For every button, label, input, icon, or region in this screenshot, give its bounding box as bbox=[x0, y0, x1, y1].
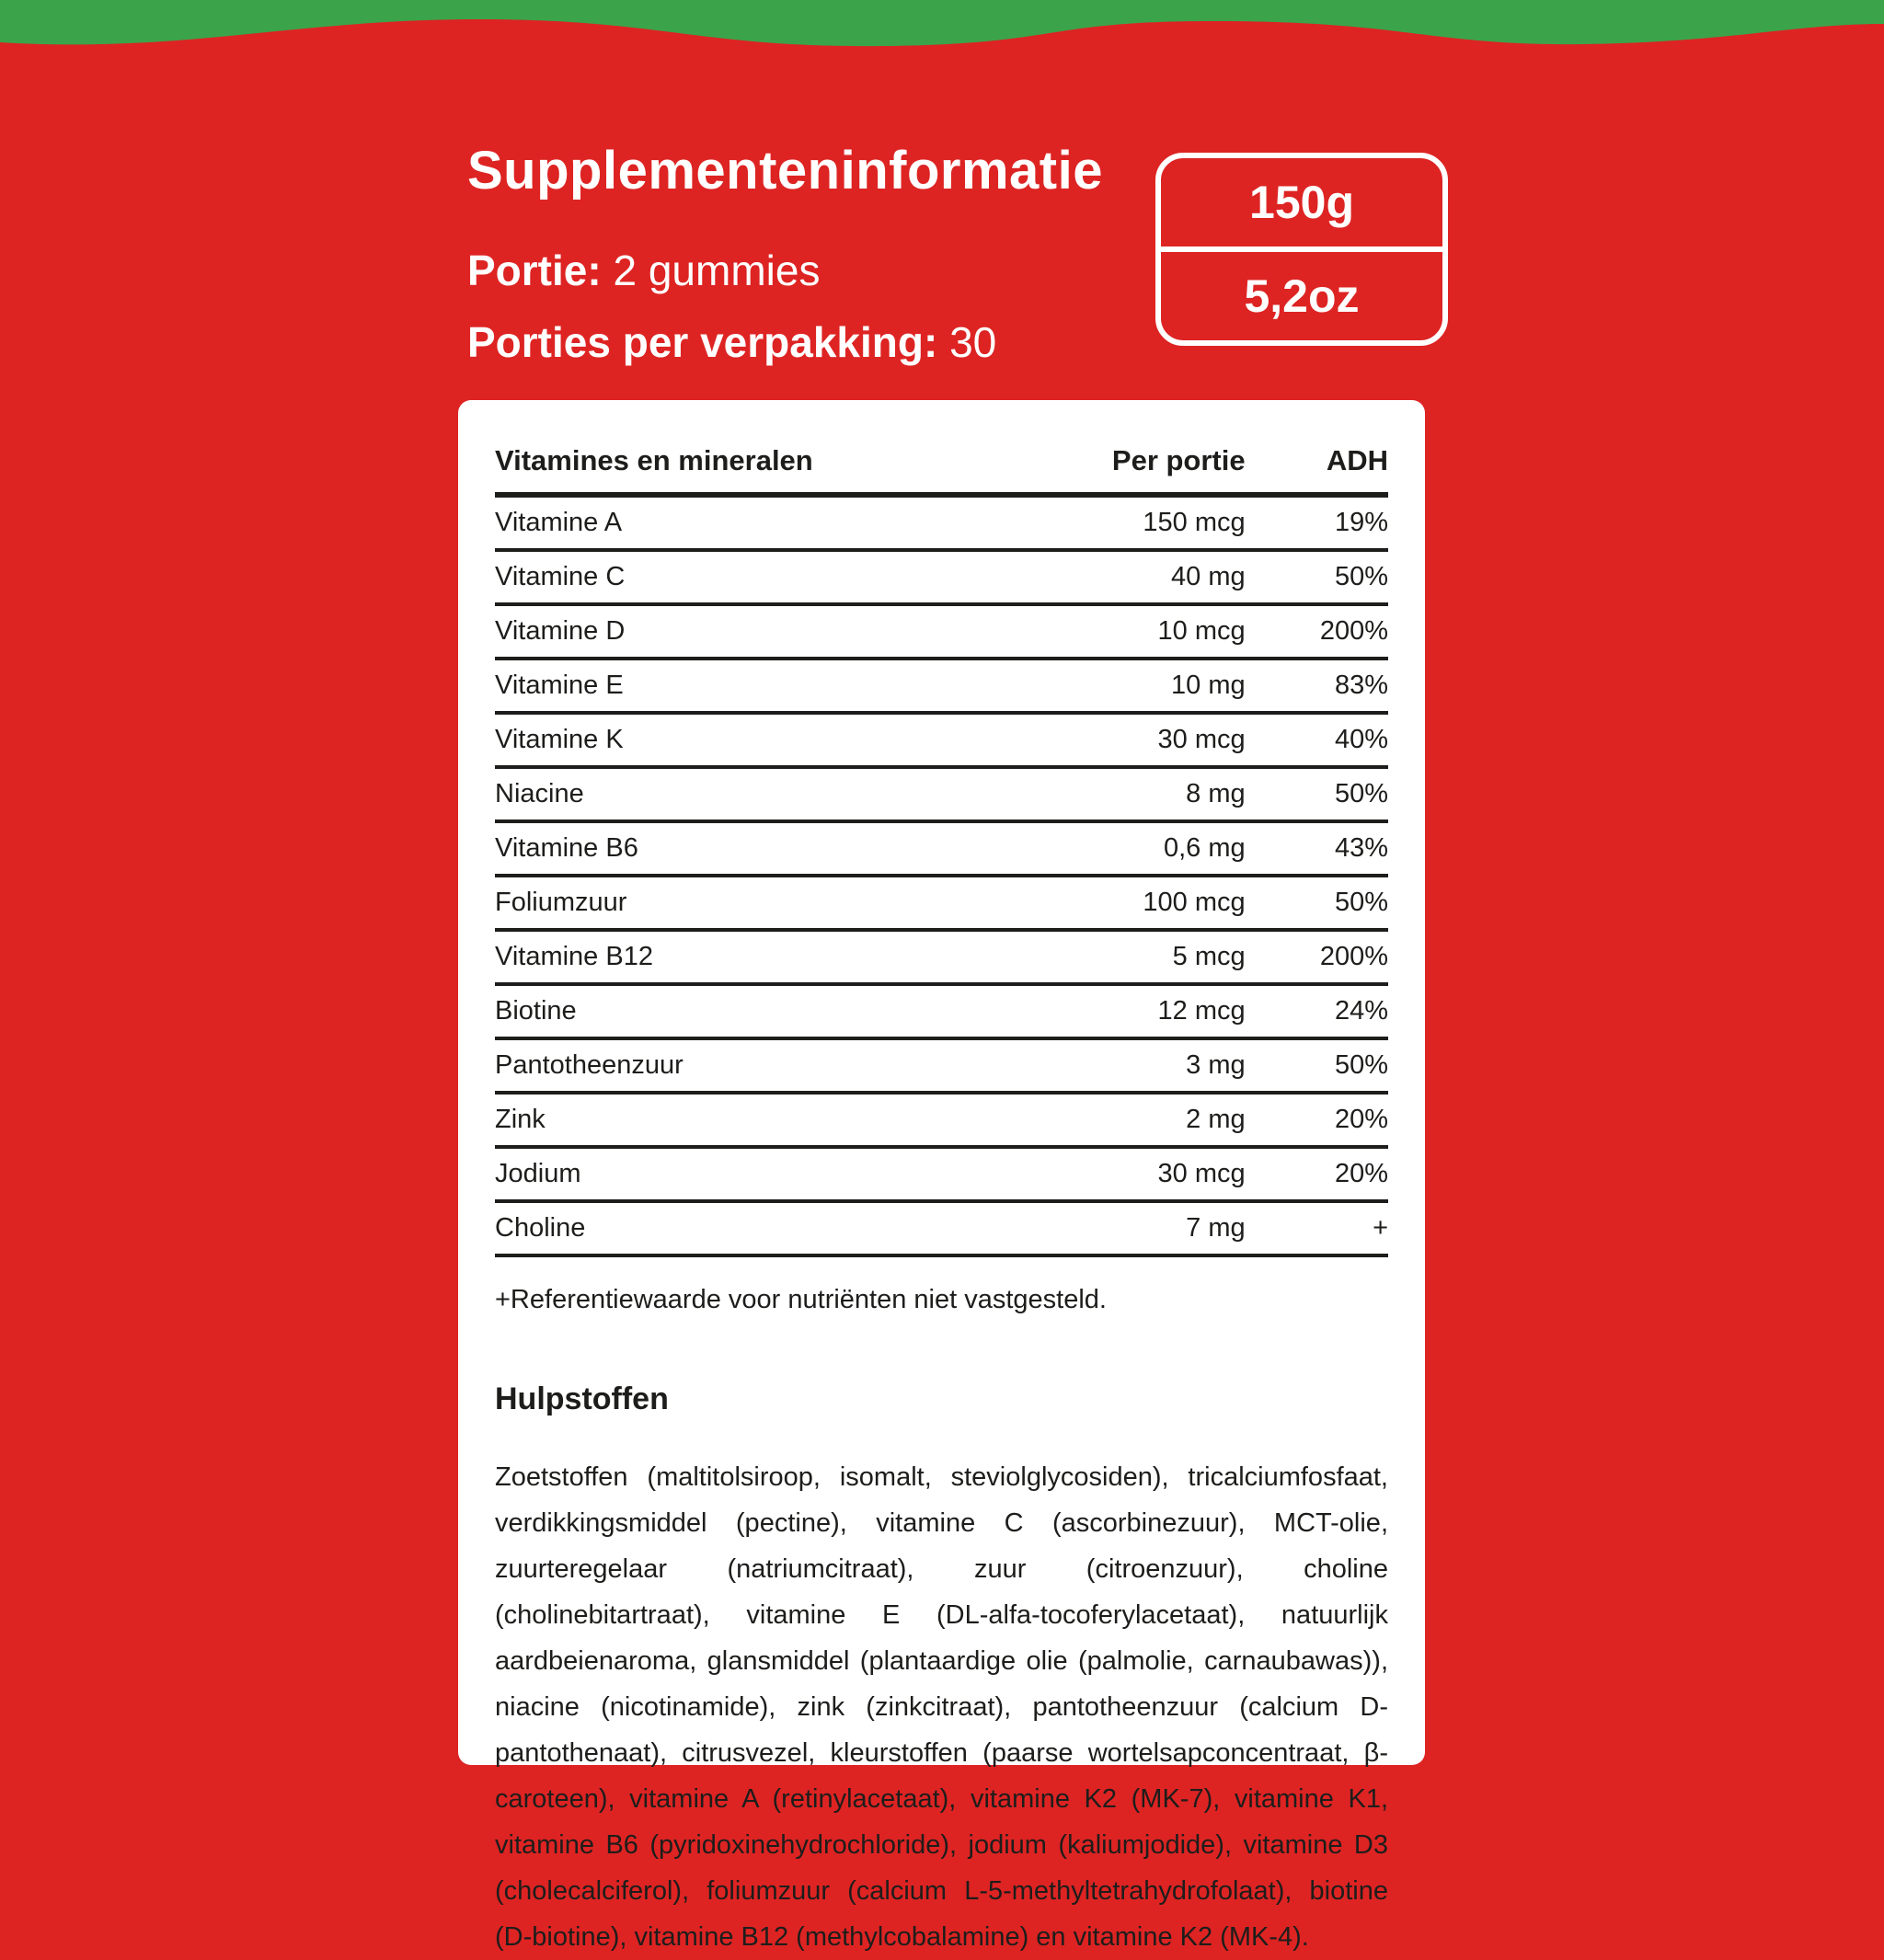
nutrient-amount: 8 mg bbox=[959, 767, 1246, 821]
table-row bbox=[495, 1201, 1388, 1255]
nutrient-adh: 19% bbox=[1246, 495, 1388, 550]
nutrient-name: Vitamine B6 bbox=[495, 821, 959, 876]
nutrient-name: Biotine bbox=[495, 984, 959, 1038]
nutrient-adh: 50% bbox=[1246, 876, 1388, 930]
nutrient-adh: 50% bbox=[1246, 550, 1388, 604]
nutrient-adh: + bbox=[1246, 1201, 1388, 1255]
nutrient-name: Vitamine B12 bbox=[495, 930, 959, 984]
nutrient-amount: 10 mcg bbox=[959, 604, 1246, 659]
column-header-adh: ADH bbox=[1246, 437, 1388, 495]
nutrient-name: Vitamine C bbox=[495, 550, 959, 604]
excipients-text: Zoetstoffen (maltitolsiroop, isomalt, steviolglycosiden), tricalciumfosfaat, verdikkingsmiddel (pectine), vitamine C (ascorbinezuur), MCT-olie, zuurteregelaar (natriumcitraat), zuur (citroenzuur), choline (cholinebitartraat), vitamine E (DL-alfa-tocoferylacetaat), natuurlijk aardbeienaroma, glansmiddel (plantaardige olie (palmolie, carnaubawas)), niacine (nicotinamide), zink (zinkcitraat), pantotheenzuur (calcium D-pantothenaat), citrusvezel, kleurstoffen (paarse wortelsapconcentraat, β-caroteen), vitamine A (retinylacetaat), vitamine K2 (MK-7), vitamine K1, vitamine B6 (pyridoxinehydrochloride), jodium (kaliumjodide), vitamine D3 (cholecalciferol), foliumzuur (calcium L-5-methyltetrahydrofolaat), biotine (D-biotine), vitamine B12 (methylcobalamine) en vitamine K2 (MK-4). bbox=[495, 1462, 1388, 1952]
nutrient-amount: 40 mg bbox=[959, 550, 1246, 604]
nutrient-adh: 200% bbox=[1246, 604, 1388, 659]
nutrient-name: Jodium bbox=[495, 1147, 959, 1201]
net-weight-imperial: 5,2oz bbox=[1244, 270, 1360, 322]
serving-size-value: 2 gummies bbox=[613, 246, 821, 294]
nutrient-amount: 3 mg bbox=[959, 1038, 1246, 1093]
nutrient-amount: 12 mcg bbox=[959, 984, 1246, 1038]
table-header-row bbox=[495, 437, 1388, 495]
nutrient-amount: 10 mg bbox=[959, 659, 1246, 713]
serving-size-line bbox=[467, 246, 1103, 295]
table-row bbox=[495, 1038, 1388, 1093]
nutrient-adh: 50% bbox=[1246, 1038, 1388, 1093]
vitamin-table-body bbox=[495, 495, 1388, 1255]
nutrient-adh: 40% bbox=[1246, 713, 1388, 767]
wave-shape bbox=[0, 0, 1884, 46]
nutrient-amount: 0,6 mg bbox=[959, 821, 1246, 876]
nutrient-adh: 200% bbox=[1246, 930, 1388, 984]
nutrient-adh: 83% bbox=[1246, 659, 1388, 713]
servings-per-pack-value: 30 bbox=[949, 318, 997, 366]
table-row bbox=[495, 930, 1388, 984]
nutrient-amount: 2 mg bbox=[959, 1093, 1246, 1147]
nutrient-name: Foliumzuur bbox=[495, 876, 959, 930]
top-wave-decoration bbox=[0, 0, 1884, 83]
serving-size-label: Portie: bbox=[467, 246, 602, 294]
servings-per-pack-line bbox=[467, 317, 1103, 367]
nutrient-amount: 7 mg bbox=[959, 1201, 1246, 1255]
vitamin-table bbox=[495, 437, 1388, 1257]
table-row bbox=[495, 876, 1388, 930]
table-row bbox=[495, 659, 1388, 713]
page-title: Supplementeninformatie bbox=[467, 141, 1103, 201]
nutrient-adh: 50% bbox=[1246, 767, 1388, 821]
table-row bbox=[495, 495, 1388, 550]
nutrient-name: Zink bbox=[495, 1093, 959, 1147]
nutrient-adh: 20% bbox=[1246, 1147, 1388, 1201]
nutrient-amount: 150 mcg bbox=[959, 495, 1246, 550]
nutrient-name: Niacine bbox=[495, 767, 959, 821]
nutrient-adh: 43% bbox=[1246, 821, 1388, 876]
table-row bbox=[495, 1147, 1388, 1201]
nutrient-amount: 30 mcg bbox=[959, 713, 1246, 767]
nutrient-adh: 24% bbox=[1246, 984, 1388, 1038]
net-weight-metric: 150g bbox=[1161, 158, 1442, 252]
column-header-per-serving: Per portie bbox=[959, 437, 1246, 495]
servings-per-pack-label: Porties per verpakking: bbox=[467, 318, 938, 366]
column-header-nutrient: Vitamines en mineralen bbox=[495, 437, 959, 495]
nutrient-name: Vitamine D bbox=[495, 604, 959, 659]
net-weight-badge bbox=[1155, 153, 1448, 346]
table-row bbox=[495, 550, 1388, 604]
nutrient-name: Choline bbox=[495, 1201, 959, 1255]
nutrient-amount: 100 mcg bbox=[959, 876, 1246, 930]
table-row bbox=[495, 1093, 1388, 1147]
table-row bbox=[495, 984, 1388, 1038]
nutrient-adh: 20% bbox=[1246, 1093, 1388, 1147]
table-row bbox=[495, 767, 1388, 821]
table-row bbox=[495, 604, 1388, 659]
table-row bbox=[495, 821, 1388, 876]
reference-footnote: +Referentiewaarde voor nutriënten niet vastgesteld. bbox=[495, 1285, 1107, 1314]
nutrient-amount: 5 mcg bbox=[959, 930, 1246, 984]
nutrient-amount: 30 mcg bbox=[959, 1147, 1246, 1201]
nutrient-name: Pantotheenzuur bbox=[495, 1038, 959, 1093]
nutrient-name: Vitamine K bbox=[495, 713, 959, 767]
nutrient-name: Vitamine A bbox=[495, 495, 959, 550]
supplement-facts-card bbox=[458, 400, 1425, 1952]
label-header bbox=[467, 140, 1103, 389]
table-row bbox=[495, 713, 1388, 767]
nutrient-name: Vitamine E bbox=[495, 659, 959, 713]
excipients-heading: Hulpstoffen bbox=[495, 1381, 669, 1416]
